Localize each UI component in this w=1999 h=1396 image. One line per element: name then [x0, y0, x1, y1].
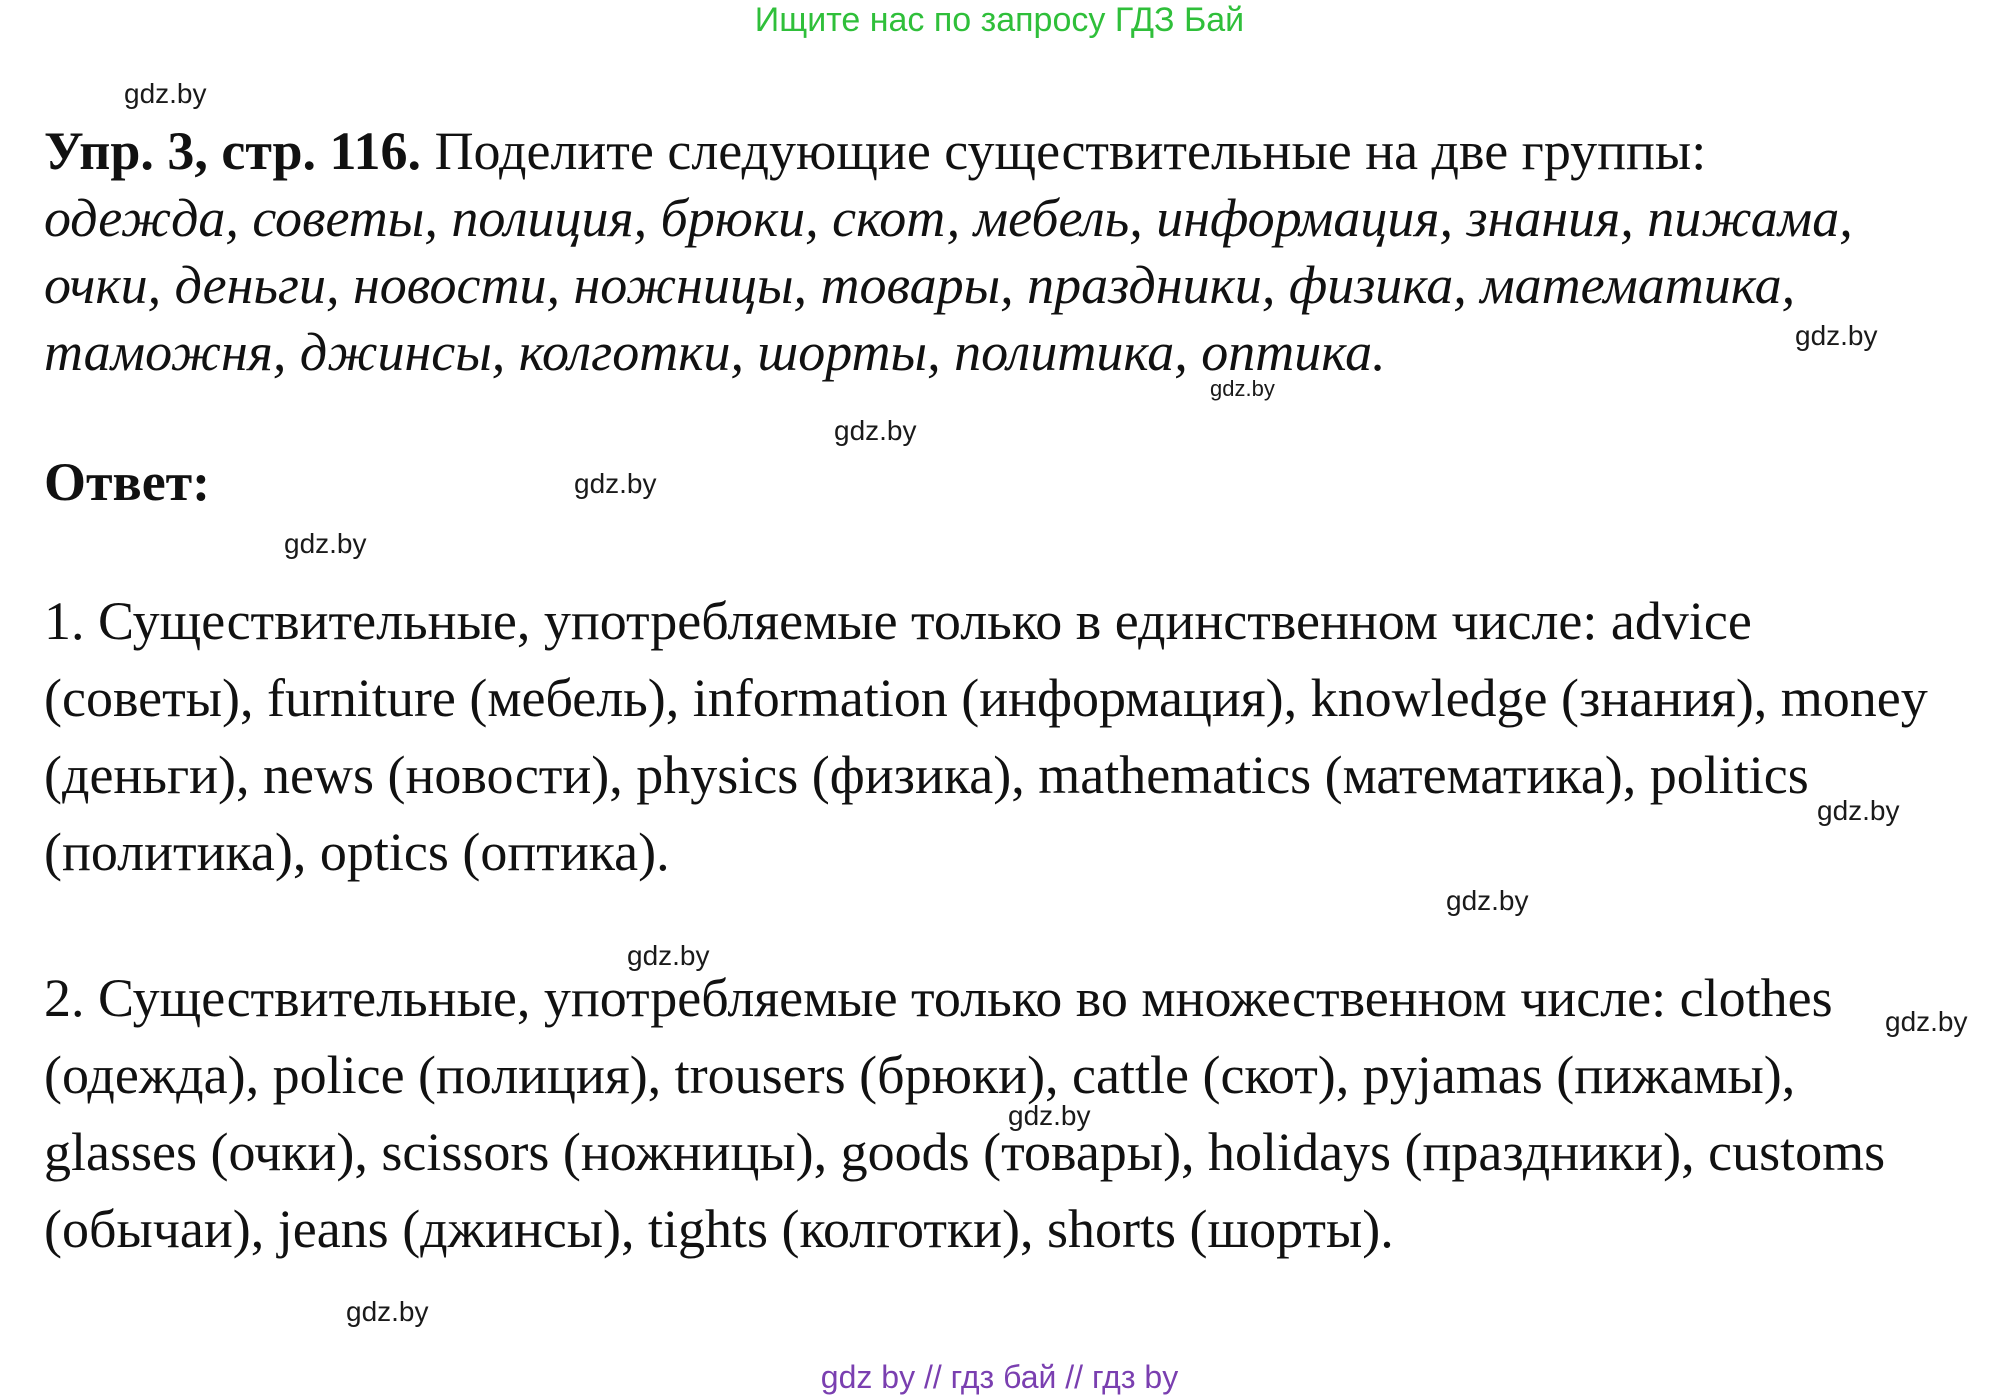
watermark: gdz.by: [1446, 885, 1529, 916]
answer-heading: Ответ:: [44, 452, 211, 512]
watermark: gdz.by: [1795, 320, 1878, 351]
task-number: Упр. 3, стр. 116.: [44, 121, 422, 181]
bottom-footer: gdz by // гдз бай // гдз by: [820, 1359, 1179, 1395]
watermark: gdz.by: [627, 940, 710, 971]
answer-group-singular: 1. Существительные, употребляемые только в единственном числе: advice (советы), furniture (мебель), information (информация), knowledge (знания), money (деньги), news (новости), physics (физика), mathematics (математика), politics (политика), optics (оптика).: [44, 591, 1928, 882]
watermark: gdz.by: [1008, 1100, 1091, 1131]
watermark: gdz.by: [1885, 1006, 1968, 1037]
answer-group-plural: 2. Существительные, употребляемые только во множественном числе: clothes (одежда), police (полиция), trousers (брюки), cattle (скот), pyjamas (пижамы), glasses (очки), scissors (ножницы), goods (товары), holidays (праздники), customs (обычаи), jeans (джинсы), tights (колготки), shorts (шорты).: [44, 968, 1886, 1259]
task-statement: [44, 118, 1904, 386]
task-word-list: одежда, советы, полиция, брюки, скот, мебель, информация, знания, пижама, очки, деньги, новости, ножницы, товары, праздники, физика, математика, таможня, джинсы, колготки, шорты, политика, оптика.: [44, 188, 1853, 382]
watermark: gdz.by: [124, 78, 207, 109]
watermark: gdz.by: [1817, 795, 1900, 826]
watermark: gdz.by: [574, 468, 657, 499]
task-instruction: Поделите следующие существительные на две группы:: [421, 121, 1707, 181]
watermark: gdz.by: [1210, 376, 1275, 401]
watermark: gdz.by: [834, 415, 917, 446]
watermark: gdz.by: [346, 1296, 429, 1327]
top-banner: Ищите нас по запросу ГДЗ Бай: [754, 1, 1245, 39]
watermark: gdz.by: [284, 528, 367, 559]
